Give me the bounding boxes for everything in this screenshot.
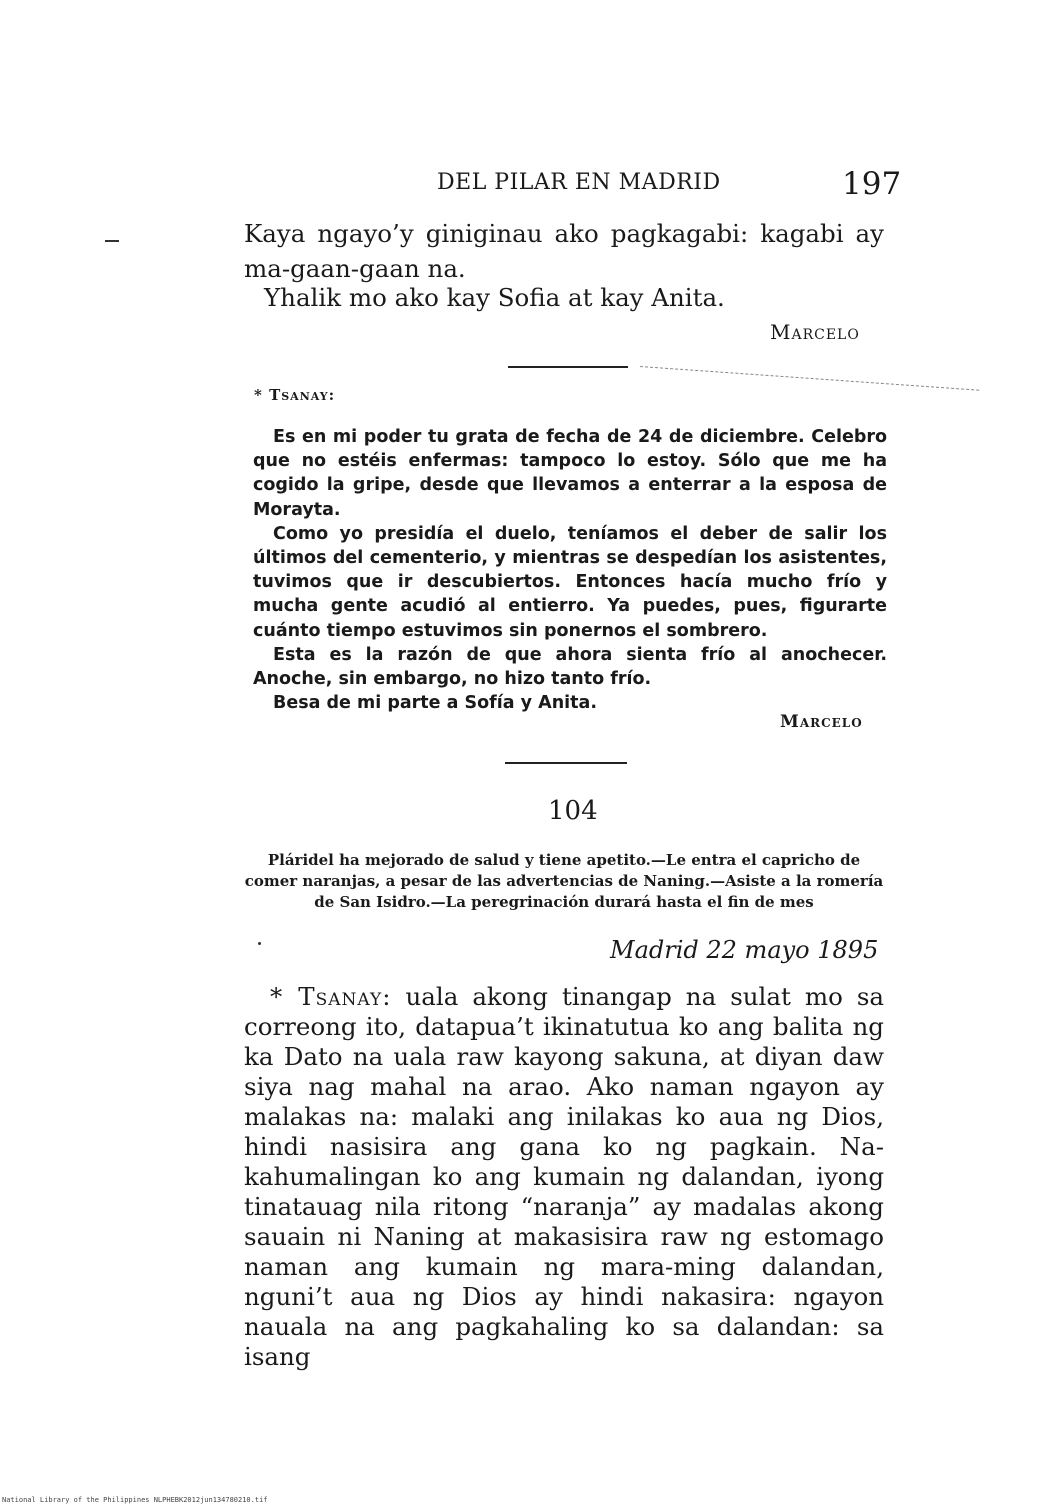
stray-dot — [258, 942, 261, 945]
spanish-signature: Marcelo — [780, 712, 863, 732]
letter-body-text: uala akong tinangap na sulat mo sa correong ito, datapua’t ikinatutua ko ang balita ng ka Dato na uala raw kayong sakuna, at diyan daw siya nag mahal na arao. Ako naman ngayon ay malakas na: malaki ang inilakas ko aua ng Dios, hindi nasisira ang gana ko ng pagkain. Na-kahumalingan ko ang kumain ng dalandan, iyong tinatauag nila ritong “naranja” ay madalas akong sauain ni Naning at makasisira raw ng estomago naman ang kumain ng mara-ming dalandan, nguni’t aua ng Dios ay hindi nakasira: ngayon nauala na ang pagkahaling ko sa dalandan: sa isang — [244, 982, 885, 1371]
top-letter-signature: Marcelo — [770, 320, 860, 344]
scan-smudge — [640, 366, 979, 391]
letter-number: 104 — [548, 796, 598, 826]
scan-footer: National Library of the Philippines NLPHEBK2012jun134780210.tif — [2, 1496, 268, 1504]
spanish-paragraph-4: Besa de mi parte a Sofía y Anita. — [273, 693, 597, 714]
spanish-salutation: * Tsanay: — [254, 386, 336, 404]
page-number: 197 — [842, 166, 902, 202]
margin-mark — [105, 240, 119, 242]
letter-body — [244, 982, 884, 1372]
spanish-paragraph-1: Es en mi poder tu grata de fecha de 24 de diciembre. Celebro que no estéis enfermas: tampoco lo estoy. Sólo que me ha cogido la gripe, desde que llevamos a enterrar a la esposa de Morayta. — [253, 427, 887, 520]
section-rule-1 — [508, 366, 628, 368]
letter-salutation: * Tsanay: — [270, 982, 392, 1011]
top-letter-line-1: Kaya ngayo’y giniginau ako pagkagabi: kagabi ay ma-gaan-gaan na. — [244, 219, 884, 283]
section-rule-2 — [505, 762, 627, 764]
letter-summary: Pláridel ha mejorado de salud y tiene apetito.—Le entra el capricho de comer naranjas, a pesar de las advertencias de Naning.—Asiste a la romería de San Isidro.—La peregrinación durará hasta el fin de mes — [244, 851, 884, 911]
spanish-letter — [253, 425, 887, 715]
spanish-paragraph-3: Esta es la razón de que ahora sienta frío al anochecer. Anoche, sin embargo, no hizo tanto frío. — [253, 644, 887, 690]
letter-dateline: Madrid 22 mayo 1895 — [610, 936, 879, 964]
spanish-paragraph-2: Como yo presidía el duelo, teníamos el deber de salir los últimos del cementerio, y mientras se despedían los asistentes, tuvimos que ir descubiertos. Entonces hacía mucho frío y mucha gente acudió al entierro. Ya puedes, pues, figurarte cuánto tiempo estuvimos sin ponernos el sombrero. — [253, 523, 887, 641]
top-letter-line-2: Yhalik mo ako kay Sofia at kay Anita. — [264, 283, 725, 312]
running-header: DEL PILAR EN MADRID — [437, 170, 721, 195]
